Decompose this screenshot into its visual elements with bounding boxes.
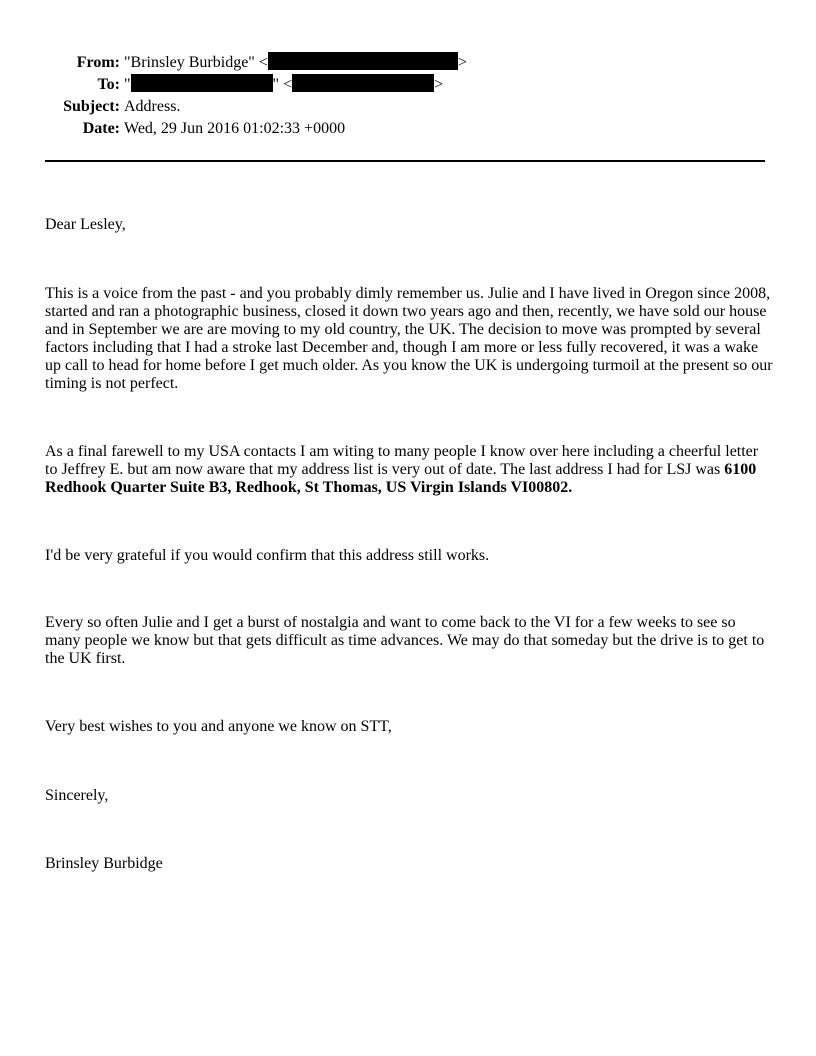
to-row bbox=[0, 74, 816, 96]
paragraph-wishes: Very best wishes to you and anyone we know on STT, bbox=[45, 718, 392, 735]
date-value: Wed, 29 Jun 2016 01:02:33 +0000 bbox=[124, 120, 346, 137]
to-label: To: bbox=[97, 76, 120, 93]
from-row bbox=[0, 52, 816, 74]
address-bold: 6100 Redhook Quarter Suite B3, Redhook, St Thomas, US Virgin Islands VI00802. bbox=[45, 461, 757, 496]
paragraph-confirm: I'd be very grateful if you would confirm that this address still works. bbox=[45, 547, 490, 564]
redacted-from-email bbox=[268, 52, 458, 70]
greeting: Dear Lesley, bbox=[45, 216, 126, 233]
subject-row bbox=[0, 96, 816, 118]
paragraph-address bbox=[45, 443, 773, 497]
from-value bbox=[124, 52, 467, 74]
to-mid: " < bbox=[272, 76, 293, 93]
redacted-to-name bbox=[131, 74, 273, 92]
from-label: From: bbox=[76, 54, 120, 71]
paragraph-nostalgia: Every so often Julie and I get a burst of nostalgia and want to come back to the VI for a few weeks to see so many people we know but that gets difficult as time advances. We may do that someday but the drive is to get to the UK first. bbox=[45, 614, 765, 667]
email-header bbox=[0, 52, 816, 140]
date-label: Date: bbox=[82, 120, 120, 137]
from-name: "Brinsley Burbidge" < bbox=[124, 54, 268, 71]
subject-label: Subject: bbox=[63, 98, 120, 115]
closing: Sincerely, bbox=[45, 787, 109, 804]
subject-value: Address. bbox=[124, 98, 181, 115]
date-row bbox=[0, 118, 816, 140]
paragraph-address-text: As a final farewell to my USA contacts I am witing to many people I know over here including a cheerful letter to Jeffrey E. but am now aware that my address list is very out of date. The last address I had for LSJ was bbox=[45, 443, 759, 478]
to-open: " bbox=[124, 76, 131, 93]
from-close: > bbox=[457, 54, 467, 71]
to-value bbox=[124, 74, 443, 96]
redacted-to-email bbox=[292, 74, 434, 92]
paragraph-intro: This is a voice from the past - and you probably dimly remember us. Julie and I have lived in Oregon since 2008, started and ran a photographic business, closed it down two years ago and then, recently, we have sold our house and in September we are are moving to my old country, the UK. The decision to move was prompted by several factors including that I had a stroke last December and, though I am more or less fully recovered, it was a wake up call to head for home before I get much older. As you know the UK is undergoing turmoil at the present so our timing is not perfect. bbox=[45, 285, 773, 392]
to-close: > bbox=[434, 76, 444, 93]
header-divider bbox=[45, 160, 765, 162]
signature: Brinsley Burbidge bbox=[45, 855, 163, 872]
